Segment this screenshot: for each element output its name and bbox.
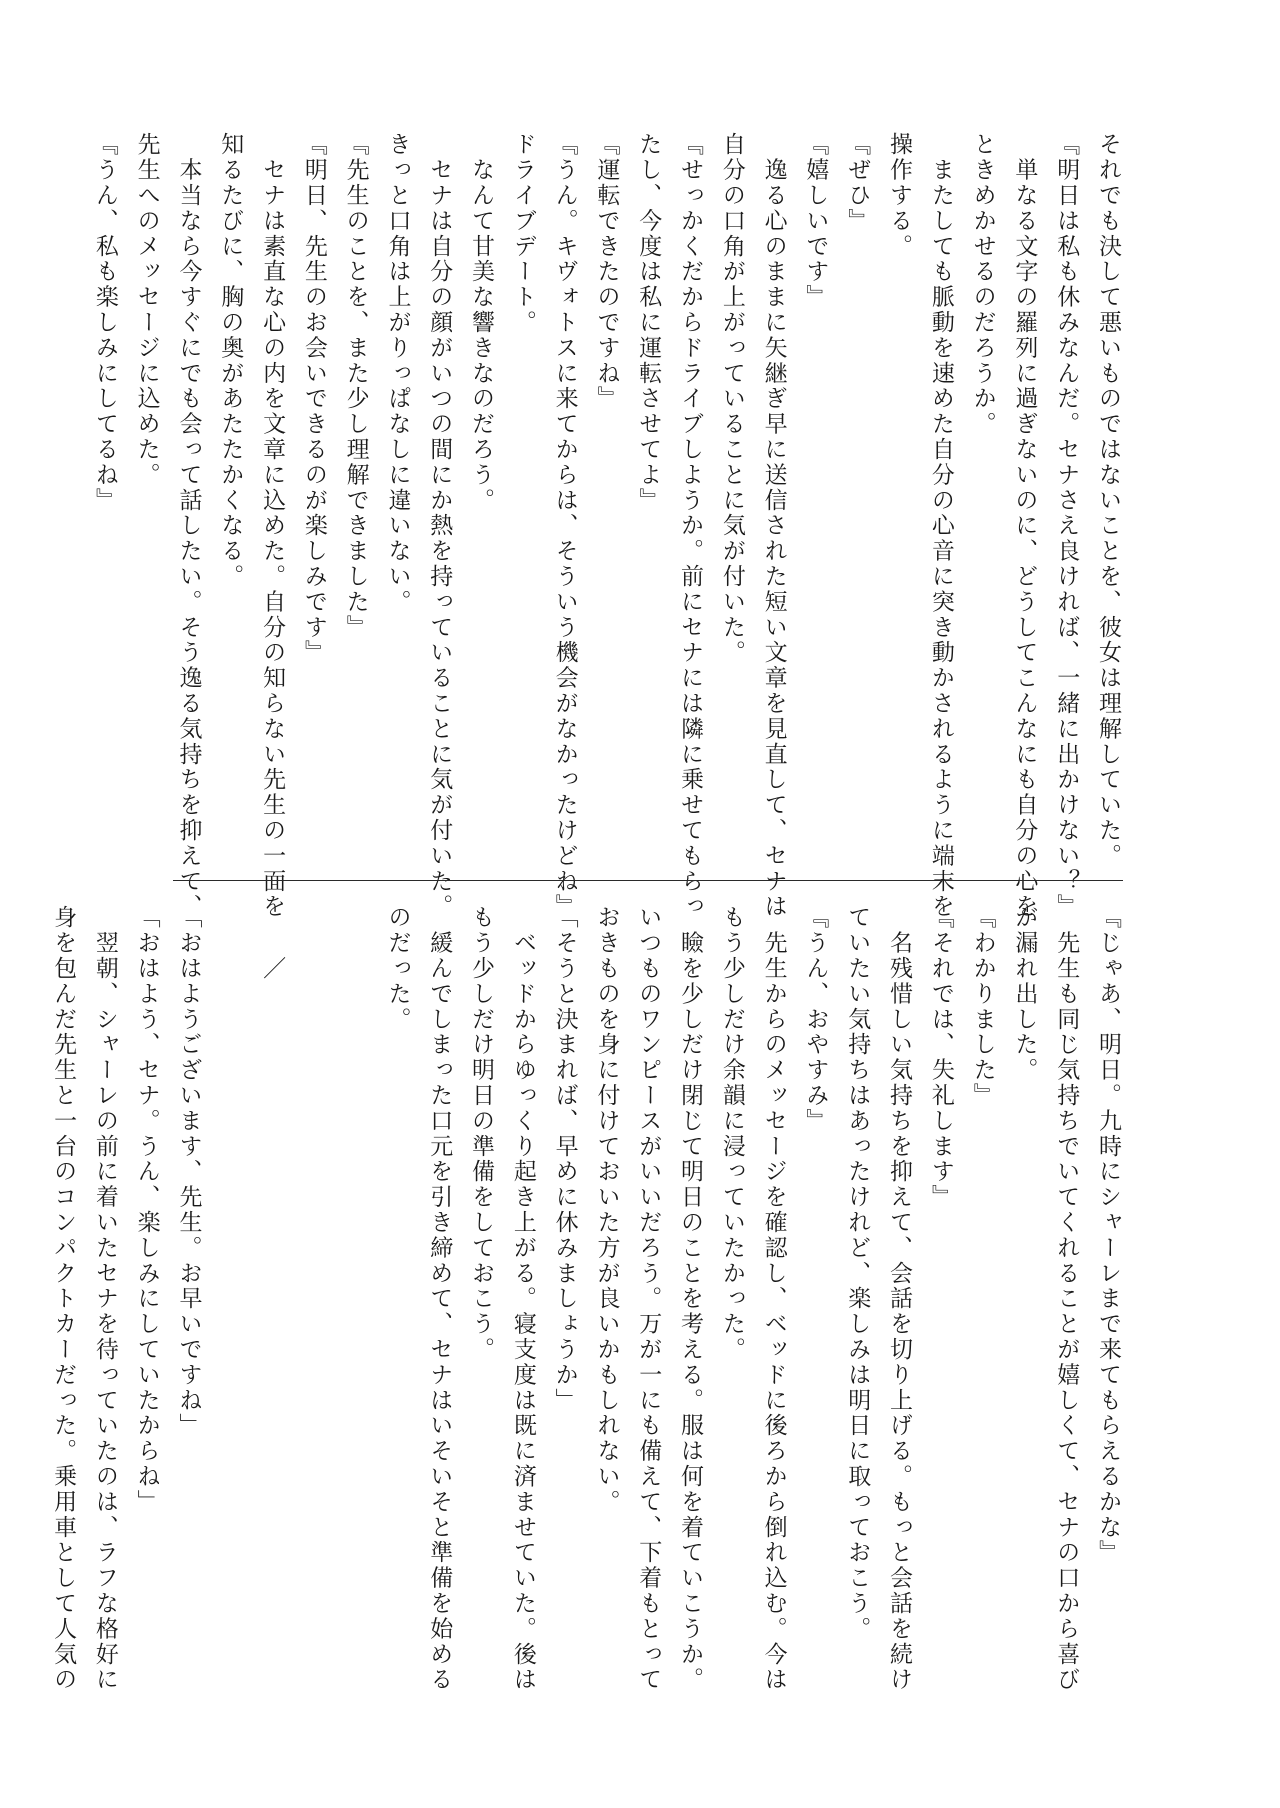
- text-line: ていたい気持ちはあったけれど、楽しみは明日に取っておこう。: [844, 905, 871, 1642]
- text-line: 『嬉しいです』: [802, 132, 829, 310]
- text-line: セナは素直な心の内を文章に込めた。自分の知らない先生の一面を: [259, 132, 286, 920]
- text-line: [208, 905, 250, 1625]
- text-line: 『先生のことを、また少し理解できました』: [342, 132, 369, 640]
- section-divider: [173, 880, 1123, 881]
- text-line: [334, 905, 376, 1625]
- text-line: ときめかせるのだろうか。: [969, 132, 996, 437]
- text-line: 自分の口角が上がっていることに気が付いた。: [718, 132, 745, 666]
- text-line: 先生も同じ気持ちでいてくれることが嬉しくて、セナの口から喜び: [1053, 905, 1080, 1693]
- text-line: 『わかりました』: [969, 905, 996, 1109]
- text-line: 『ぜひ』: [844, 132, 871, 234]
- text-line: またしても脈動を速めた自分の心音に突き動かされるように端末を: [927, 132, 954, 920]
- text-line: 『うん。キヴォトスに来てからは、そういう機会がなかったけどね』: [551, 132, 578, 920]
- text-line: 操作する。: [886, 132, 913, 259]
- text-line: ベッドからゆっくり起き上がる。寝支度は既に済ませていた。後は: [509, 905, 536, 1693]
- text-line: いつものワンピースがいいだろう。万が一にも備えて、下着もとって: [635, 905, 662, 1693]
- text-line: 『明日、先生のお会いできるのが楽しみです』: [300, 132, 327, 666]
- text-line: ／: [259, 905, 286, 982]
- text-line: 先生へのメッセージに込めた。: [133, 132, 160, 488]
- text-line: 『明日は私も休みなんだ。セナさえ良ければ、一緒に出かけない？』: [1053, 132, 1080, 920]
- text-line: 『うん、おやすみ』: [802, 905, 829, 1134]
- text-line: 『それでは、失礼します』: [927, 905, 954, 1210]
- text-line: もう少しだけ明日の準備をしておこう。: [468, 905, 495, 1363]
- text-line: それでも決して悪いものではないことを、彼女は理解していた。: [1095, 132, 1121, 869]
- text-line: [292, 905, 334, 1625]
- text-line: なんて甘美な響きなのだろう。: [468, 132, 495, 513]
- upper-text-block: [83, 132, 1128, 920]
- text-line: 本当なら今すぐにでも会って話したい。そう逸る気持ちを抑えて、: [175, 132, 202, 920]
- text-line: 瞼を少しだけ閉じて明日のことを考える。服は何を着ていこうか。: [677, 905, 704, 1693]
- text-line: 逸る心のままに矢継ぎ早に送信された短い文章を見直して、セナは: [760, 132, 787, 920]
- text-line: たし、今度は私に運転させてよ』: [635, 132, 662, 513]
- text-line: 先生からのメッセージを確認し、ベッドに後ろから倒れ込む。今は: [760, 905, 787, 1693]
- text-line: が漏れ出した。: [1011, 905, 1038, 1083]
- text-line: おきものを身に付けておいた方が良いかもしれない。: [593, 905, 620, 1515]
- text-line: 緩んでしまった口元を引き締めて、セナはいそいそと準備を始める: [426, 905, 453, 1693]
- text-line: 知るたびに、胸の奥があたたかくなる。: [217, 132, 244, 590]
- text-line: 『うん、私も楽しみにしてるね』: [91, 132, 118, 513]
- text-line: きっと口角は上がりっぱなしに違いない。: [384, 132, 411, 615]
- text-line: 「そうと決まれば、早めに休みましょうか」: [551, 905, 578, 1413]
- text-line: 身を包んだ先生と一台のコンパクトカーだった。乗用車として人気の: [50, 905, 77, 1693]
- text-line: ドライブデート。: [509, 132, 536, 336]
- lower-text-block: [41, 905, 1128, 1693]
- text-line: 『運転できたのですね』: [593, 132, 620, 412]
- text-line: 名残惜しい気持ちを抑えて、会話を切り上げる。もっと会話を続け: [886, 905, 913, 1693]
- text-line: 翌朝、シャーレの前に着いたセナを待っていたのは、ラフな格好に: [91, 905, 118, 1693]
- text-line: もう少しだけ余韻に浸っていたかった。: [718, 905, 745, 1363]
- text-line: 「おはよう、セナ。うん、楽しみにしていたからね」: [133, 905, 160, 1515]
- text-line: 「おはようございます、先生。お早いですね」: [175, 905, 202, 1439]
- text-line: 『せっかくだからドライブしようか。前にセナには隣に乗せてもらっ: [677, 132, 704, 920]
- text-line: のだった。: [384, 905, 411, 1032]
- text-line: セナは自分の顔がいつの間にか熱を持っていることに気が付いた。: [426, 132, 453, 920]
- text-line: 『じゃあ、明日。九時にシャーレまで来てもらえるかな』: [1095, 905, 1121, 1566]
- text-line: 単なる文字の羅列に過ぎないのに、どうしてこんなにも自分の心を: [1011, 132, 1038, 920]
